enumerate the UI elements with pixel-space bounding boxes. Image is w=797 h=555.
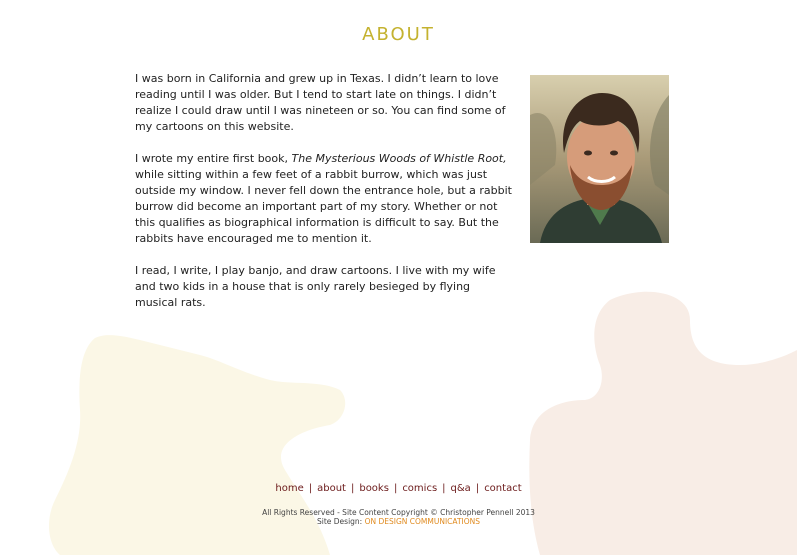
- page-title: ABOUT: [362, 24, 435, 45]
- bio-paragraph-2-start: I wrote my entire first book,: [135, 152, 292, 165]
- nav-about-link[interactable]: about: [317, 483, 346, 494]
- footer-nav: [0, 483, 797, 494]
- bio-paragraph-2: [135, 151, 513, 247]
- nav-qa-link[interactable]: q&a: [450, 483, 471, 494]
- site-design-label: Site Design:: [316, 517, 365, 526]
- book-title: The Mysterious Woods of Whistle Root,: [291, 152, 507, 165]
- nav-separator: |: [442, 483, 446, 494]
- nav-separator: |: [393, 483, 398, 494]
- nav-contact-link[interactable]: contact: [484, 483, 522, 494]
- site-footer: [0, 508, 797, 526]
- bio-paragraph-1: I was born in California and grew up in Texas. I didn’t learn to love reading until I was older. But I tend to start late on things. I didn’t realize I could draw until I was nineteen or so. You can find some of my cartoons on this website.: [135, 72, 506, 133]
- site-design-credit: [0, 517, 797, 526]
- bio-content: [135, 71, 513, 327]
- bio-paragraph-3: I read, I write, I play banjo, and draw cartoons. I live with my wife and two kids in a house that is only rarely besieged by flying musical rats.: [135, 264, 496, 309]
- nav-separator: |: [350, 483, 355, 494]
- nav-comics-link[interactable]: comics: [402, 483, 438, 494]
- nav-separator: |: [475, 483, 480, 494]
- design-firm-link[interactable]: ON DESIGN COMMUNICATIONS: [364, 517, 481, 526]
- copyright-text: All Rights Reserved - Site Content Copyright © Christopher Pennell 2013: [262, 508, 535, 517]
- nav-separator: |: [308, 483, 313, 494]
- bio-paragraph-2-rest: while sitting within a few feet of a rabbit burrow, which was just outside my window. I never fell down the entrance hole, but a rabbit burrow did become an important part of my story. Whether or not this qualifies as biographical information is difficult to say. But the rabbits have encouraged me to mention it.: [135, 168, 512, 245]
- author-portrait: [530, 75, 669, 243]
- nav-books-link[interactable]: books: [359, 483, 389, 494]
- nav-home-link[interactable]: home: [275, 483, 304, 494]
